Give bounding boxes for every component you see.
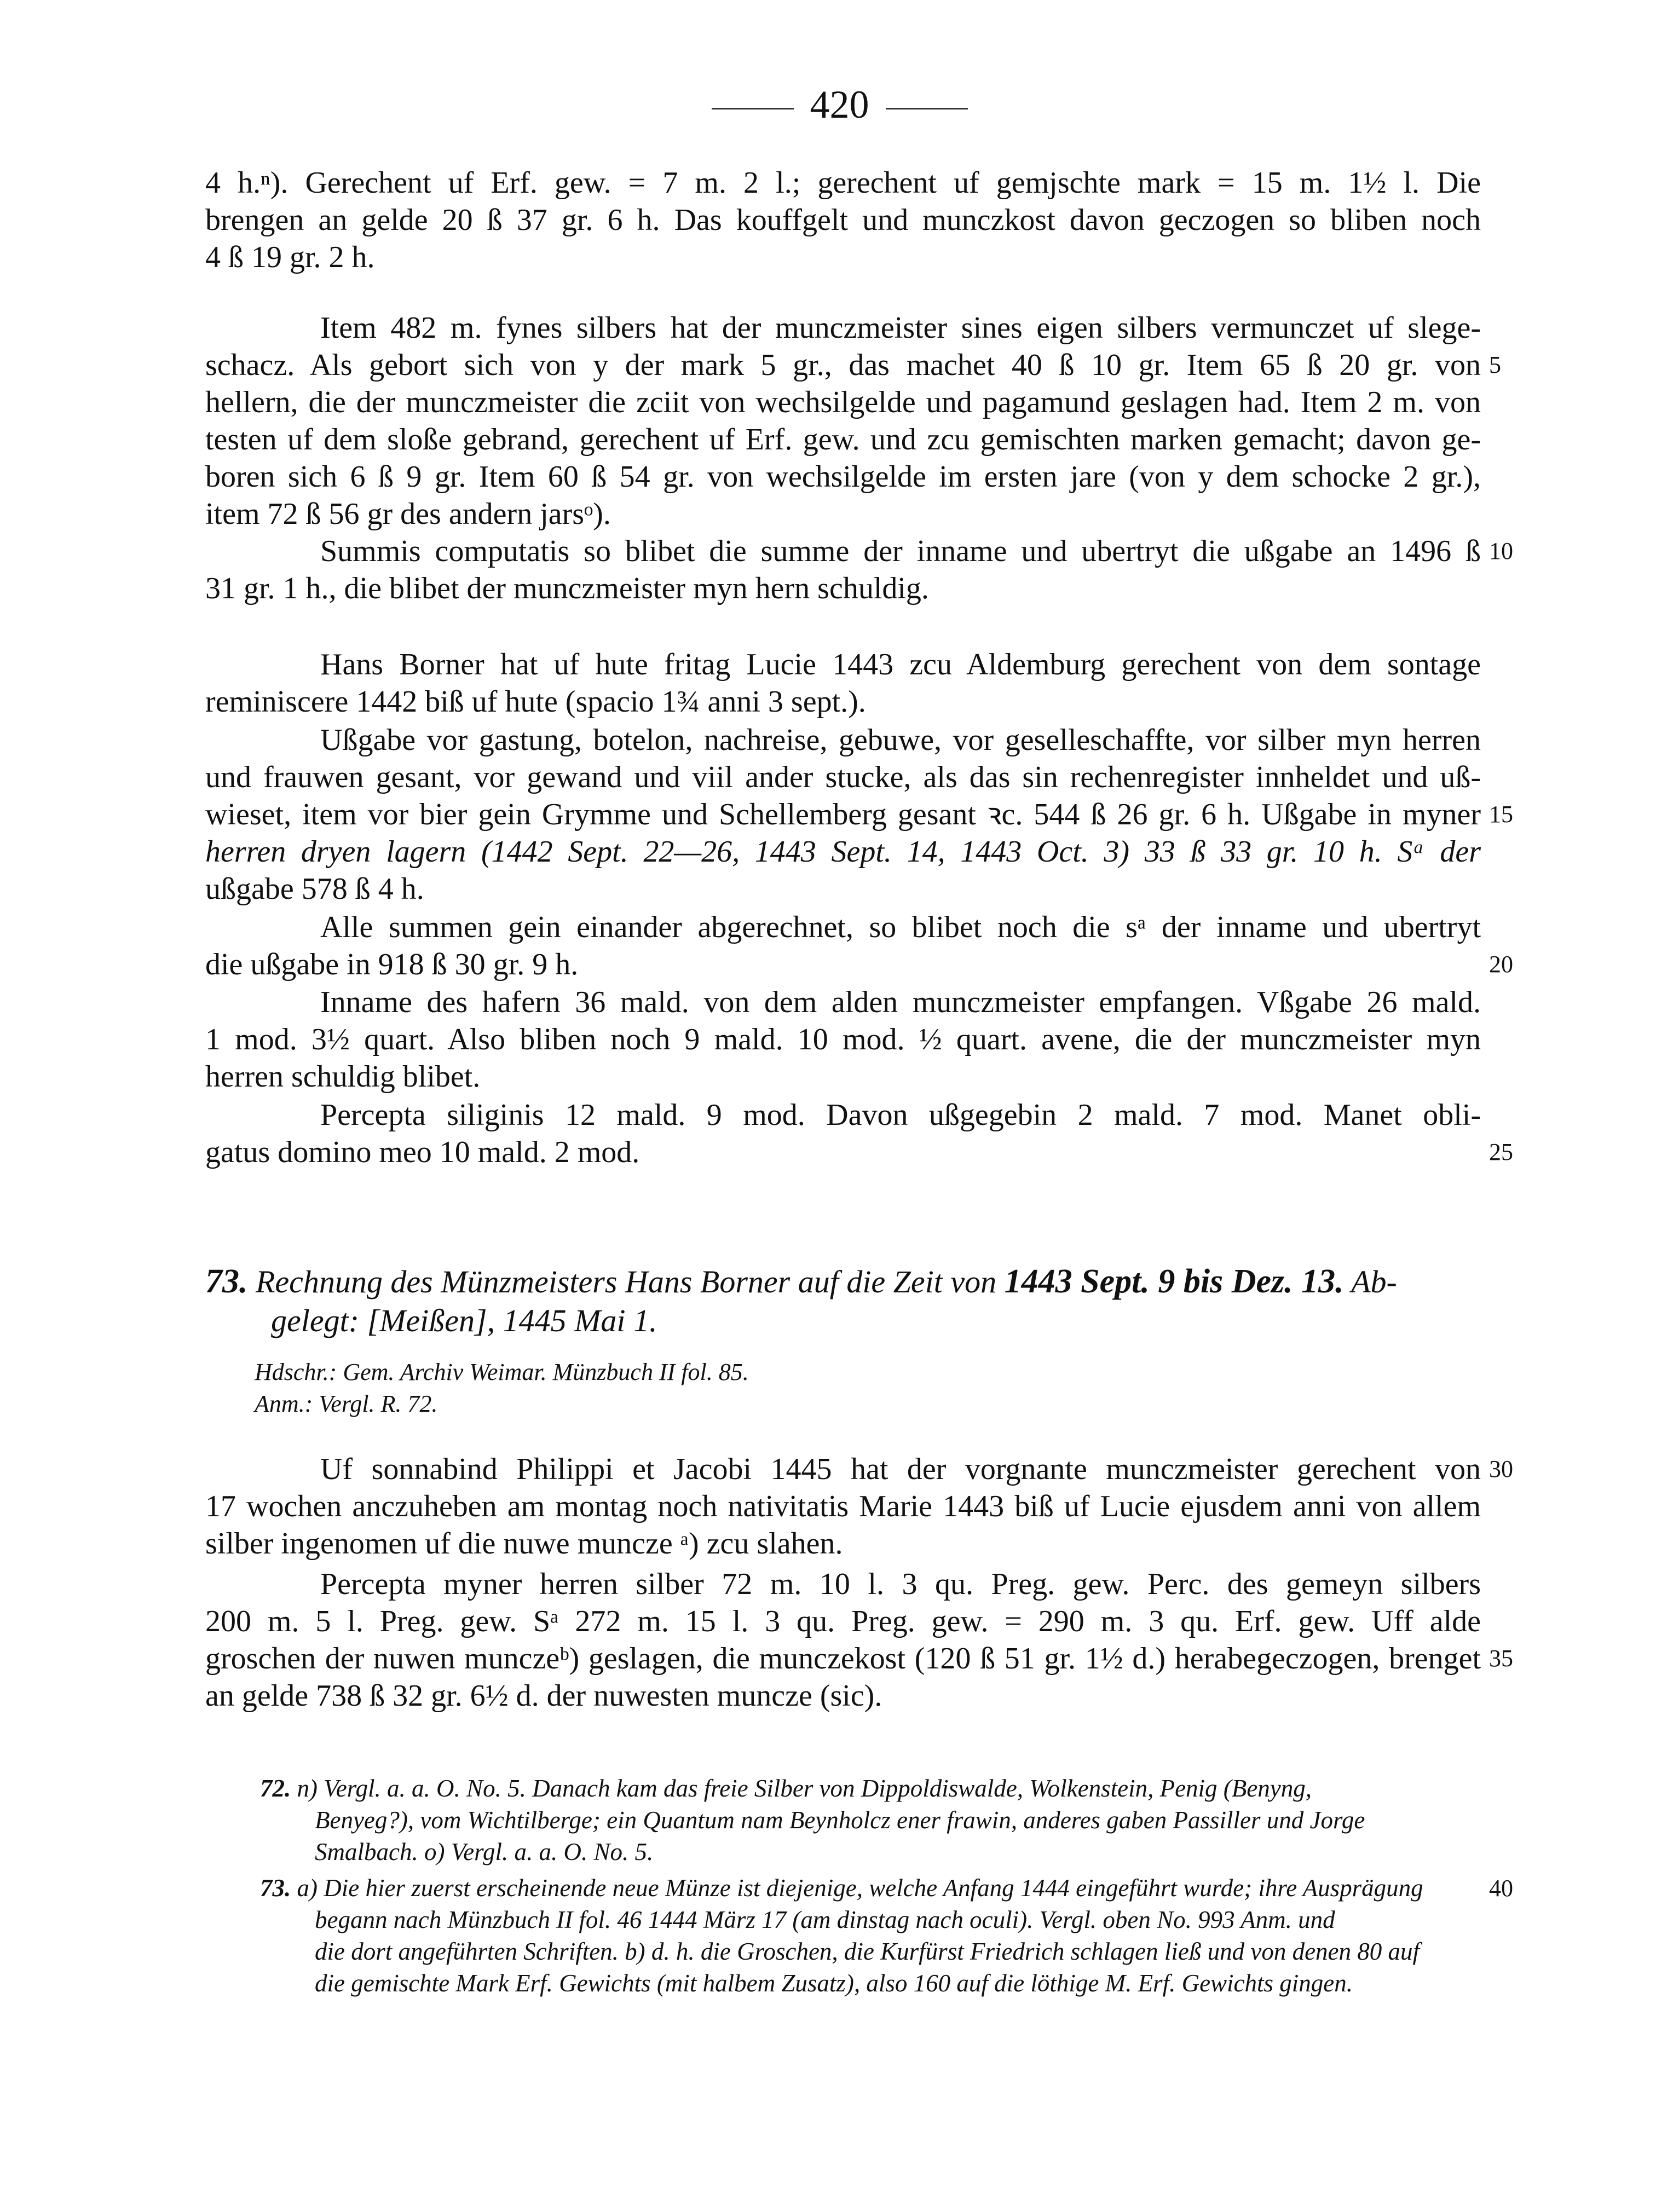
text-line: hellern, die der munczmeister die zciit von wechsilgelde und pagamund geslagen had. Item 2 m. von bbox=[205, 385, 1481, 419]
page-number: 420 bbox=[810, 83, 869, 126]
text-line: die ußgabe in 918 ß 30 gr. 9 h. bbox=[205, 948, 579, 981]
footnote-line: die gemischte Mark Erf. Gewichts (mit halbem Zusatz), also 160 auf die löthige M. Erf. Gewichts gingen. bbox=[315, 1970, 1353, 1997]
header-rule-left bbox=[712, 108, 794, 109]
text-line: wieset, item vor bier gein Grymme und Schellemberg gesant ꝛc. 544 ß 26 gr. 6 h. Ußgabe in myner bbox=[205, 798, 1481, 831]
line-number: 25 bbox=[1489, 1139, 1513, 1165]
text-line: groschen der nuwen munczeᵇ) geslagen, die munczekost (120 ß 51 gr. 1½ d.) herabegeczogen, brenget bbox=[205, 1642, 1481, 1676]
line-number: 20 bbox=[1489, 951, 1513, 978]
footnote-line: Smalbach. o) Vergl. a. a. O. No. 5. bbox=[315, 1838, 654, 1866]
text-line: Item 482 m. fynes silbers hat der munczmeister sines eigen silbers vermunczet uf slege- bbox=[320, 311, 1481, 345]
text-line: gatus domino meo 10 mald. 2 mod. bbox=[205, 1135, 640, 1169]
text-line: und frauwen gesant, vor gewand und viil ander stucke, als das sin rechenregister innheldet und uß- bbox=[205, 760, 1481, 794]
line-number: 15 bbox=[1489, 801, 1513, 828]
text-line: 17 wochen anczuheben am montag noch nativitatis Marie 1443 biß uf Lucie ejusdem anni von allem bbox=[205, 1489, 1481, 1523]
line-number: 40 bbox=[1489, 1875, 1513, 1902]
header-rule-right bbox=[886, 108, 968, 109]
text-line: reminiscere 1442 biß uf hute (spacio 1¾ anni 3 sept.). bbox=[205, 685, 866, 719]
source-line: Anm.: Vergl. R. 72. bbox=[255, 1390, 438, 1417]
text-line: testen uf dem sloße gebrand, gerechent uf Erf. gew. und zcu gemischten marken gemacht; davon ge- bbox=[205, 423, 1481, 457]
text-line: herren schuldig blibet. bbox=[205, 1060, 481, 1094]
text-line: herren dryen lagern (1442 Sept. 22—26, 1443 Sept. 14, 1443 Oct. 3) 33 ß 33 gr. 10 h. Sᵃ der bbox=[205, 835, 1481, 869]
text-line: item 72 ß 56 gr des andern jarsᵒ). bbox=[205, 497, 611, 531]
text-line: ußgabe 578 ß 4 h. bbox=[205, 872, 424, 906]
section-number: 73. bbox=[205, 1263, 248, 1300]
line-number: 35 bbox=[1489, 1645, 1513, 1672]
heading-dates: 1443 Sept. 9 bis Dez. 13. bbox=[1004, 1263, 1344, 1300]
page-header bbox=[0, 85, 1679, 124]
footnote-line: begann nach Münzbuch II fol. 46 1444 März 17 (am dinstag nach oculi). Vergl. oben No. 993 Anm. und bbox=[315, 1906, 1335, 1933]
source-line: Hdschr.: Gem. Archiv Weimar. Münzbuch II fol. 85. bbox=[255, 1359, 749, 1385]
text-line: Percepta myner herren silber 72 m. 10 l. 3 qu. Preg. gew. Perc. des gemeyn silbers bbox=[320, 1567, 1481, 1601]
text-line: Alle summen gein einander abgerechnet, so blibet noch die sᵃ der inname und ubertryt bbox=[320, 910, 1481, 944]
text-line: 4 ß 19 gr. 2 h. bbox=[205, 240, 375, 274]
text-line: 200 m. 5 l. Preg. gew. Sᵃ 272 m. 15 l. 3 qu. Preg. gew. = 290 m. 3 qu. Erf. gew. Uff alde bbox=[205, 1604, 1481, 1638]
line-number: 10 bbox=[1489, 538, 1513, 564]
heading-line bbox=[205, 1262, 1481, 1302]
text-line: silber ingenomen uf die nuwe muncze ᵃ) zcu slahen. bbox=[205, 1527, 843, 1561]
line-number: 5 bbox=[1489, 351, 1501, 378]
text-line: brengen an gelde 20 ß 37 gr. 6 h. Das kouffgelt und munczkost davon geczogen so bliben noch bbox=[205, 203, 1481, 237]
text-line: Summis computatis so blibet die summe der inname und ubertryt die ußgabe an 1496 ß bbox=[320, 534, 1481, 568]
text-line: Uf sonnabind Philippi et Jacobi 1445 hat der vorgnante munczmeister gerechent von bbox=[320, 1452, 1481, 1486]
heading-line: gelegt: [Meißen], 1445 Mai 1. bbox=[271, 1303, 657, 1338]
text-line: Inname des hafern 36 mald. von dem alden munczmeister empfangen. Vßgabe 26 mald. bbox=[320, 985, 1481, 1019]
footnote-line: die dort angeführten Schriften. b) d. h. die Groschen, die Kurfürst Friedrich schlagen ließ und von denen 80 auf bbox=[315, 1938, 1420, 1965]
footnote-line: 72. n) Vergl. a. a. O. No. 5. Danach kam das freie Silber von Dippoldiswalde, Wolkenstein, Penig (Benyng, bbox=[260, 1775, 1312, 1802]
footnote-label: 73. bbox=[260, 1874, 291, 1902]
text-line: 31 gr. 1 h., die blibet der munczmeister myn hern schuldig. bbox=[205, 571, 929, 605]
line-number: 30 bbox=[1489, 1456, 1513, 1482]
footnote-label: 72. bbox=[260, 1775, 291, 1802]
text-line: an gelde 738 ß 32 gr. 6½ d. der nuwesten muncze (sic). bbox=[205, 1679, 882, 1713]
text-line: schacz. Als gebort sich von y der mark 5 gr., das machet 40 ß 10 gr. Item 65 ß 20 gr. von bbox=[205, 348, 1481, 382]
text-line: Percepta siliginis 12 mald. 9 mod. Davon ußgegebin 2 mald. 7 mod. Manet obli- bbox=[320, 1098, 1481, 1132]
heading-text: Rechnung des Münzmeisters Hans Borner auf die Zeit von bbox=[256, 1264, 997, 1300]
text-line: 4 h.ⁿ). Gerechent uf Erf. gew. = 7 m. 2 l.; gerechent uf gemjschte mark = 15 m. 1½ l. Die bbox=[205, 166, 1481, 200]
text-line: Ußgabe vor gastung, botelon, nachreise, gebuwe, vor geselleschaffte, vor silber myn herren bbox=[320, 723, 1481, 757]
heading-text-continued: Ab- bbox=[1351, 1264, 1397, 1300]
text-line: boren sich 6 ß 9 gr. Item 60 ß 54 gr. von wechsilgelde im ersten jare (von y dem schocke 2 gr.), bbox=[205, 460, 1481, 494]
text-line: 1 mod. 3½ quart. Also bliben noch 9 mald. 10 mod. ½ quart. avene, die der munczmeister myn bbox=[205, 1023, 1481, 1056]
footnote-line: Benyeg?), vom Wichtilberge; ein Quantum nam Beynholcz ener frawin, anderes gaben Passiller und Jorge bbox=[315, 1806, 1365, 1834]
text-line: Hans Borner hat uf hute fritag Lucie 1443 zcu Aldemburg gerechent von dem sontage bbox=[320, 648, 1481, 681]
footnote-line: 73. a) Die hier zuerst erscheinende neue Münze ist diejenige, welche Anfang 1444 eingeführt wurde; ihre Ausprägung bbox=[260, 1874, 1423, 1902]
